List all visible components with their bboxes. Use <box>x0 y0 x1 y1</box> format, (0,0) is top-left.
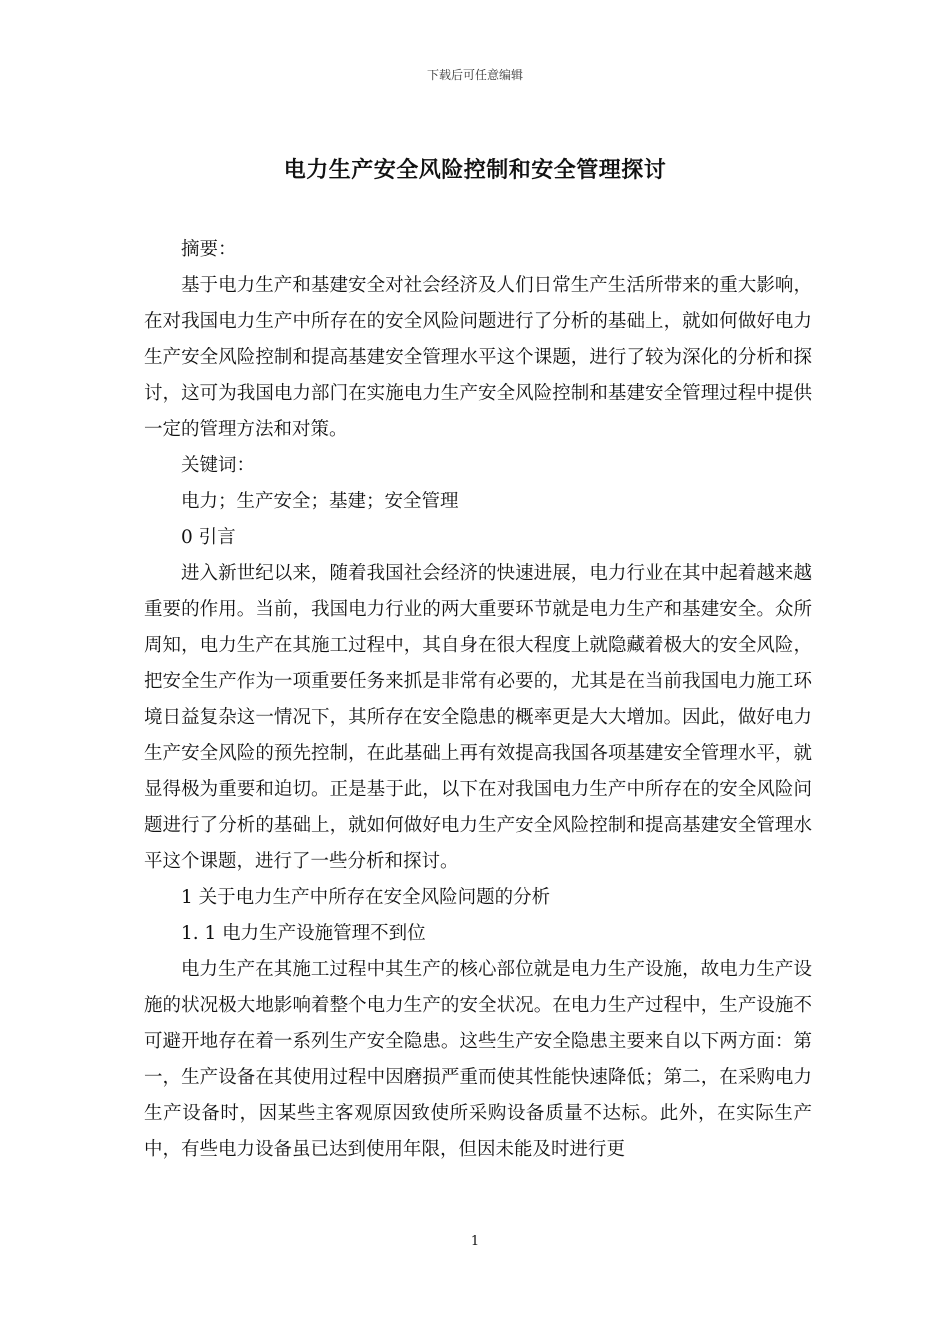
section-heading-introduction: 0 引言 <box>181 527 236 548</box>
header-note: 下载后可任意编辑 <box>426 68 523 82</box>
keywords-list: 电力；生产安全；基建；安全管理 <box>181 491 459 512</box>
document-body <box>144 232 812 1168</box>
section-1-1-paragraph: 电力生产在其施工过程中其生产的核心部位就是电力生产设施，故电力生产设施的状况极大地影响着整个电力生产的安全状况。在电力生产过程中，生产设施不可避开地存在着一系列生产安全隐患。这些生产安全隐患主要来自以下两方面：第一，生产设备在其使用过程中因磨损严重而使其性能快速降低；第二，在采购电力生产设备时，因某些主客观原因致使所采购设备质量不达标。此外，在实际生产中，有些电力设备虽已达到使用年限，但因未能及时进行更 <box>144 959 812 1160</box>
page-title: 电力生产安全风险控制和安全管理探讨 <box>283 158 667 183</box>
abstract-heading: 摘要： <box>181 239 237 260</box>
keywords-heading: 关键词： <box>181 455 256 476</box>
page-number: 1 <box>470 1234 480 1249</box>
introduction-paragraph: 进入新世纪以来，随着我国社会经济的快速进展，电力行业在其中起着越来越重要的作用。当前，我国电力行业的两大重要环节就是电力生产和基建安全。众所周知，电力生产在其施工过程中，其自身在很大程度上就隐藏着极大的安全风险，把安全生产作为一项重要任务来抓是非常有必要的，尤其是在当前我国电力施工环境日益复杂这一情况下，其所存在安全隐患的概率更是大大增加。因此，做好电力生产安全风险的预先控制，在此基础上再有效提高我国各项基建安全管理水平，就显得极为重要和迫切。正是基于此，以下在对我国电力生产中所存在的安全风险问题进行了分析的基础上，就如何做好电力生产安全风险控制和提高基建安全管理水平这个课题，进行了一些分析和探讨。 <box>144 563 812 872</box>
section-heading-1: 1 关于电力生产中所存在安全风险问题的分析 <box>181 887 551 908</box>
abstract-paragraph: 基于电力生产和基建安全对社会经济及人们日常生产生活所带来的重大影响，在对我国电力生产中所存在的安全风险问题进行了分析的基础上，就如何做好电力生产安全风险控制和提高基建安全管理水平这个课题，进行了较为深化的分析和探讨，这可为我国电力部门在实施电力生产安全风险控制和基建安全管理过程中提供一定的管理方法和对策。 <box>144 275 812 440</box>
subsection-heading-1-1: 1. 1 电力生产设施管理不到位 <box>181 923 426 944</box>
